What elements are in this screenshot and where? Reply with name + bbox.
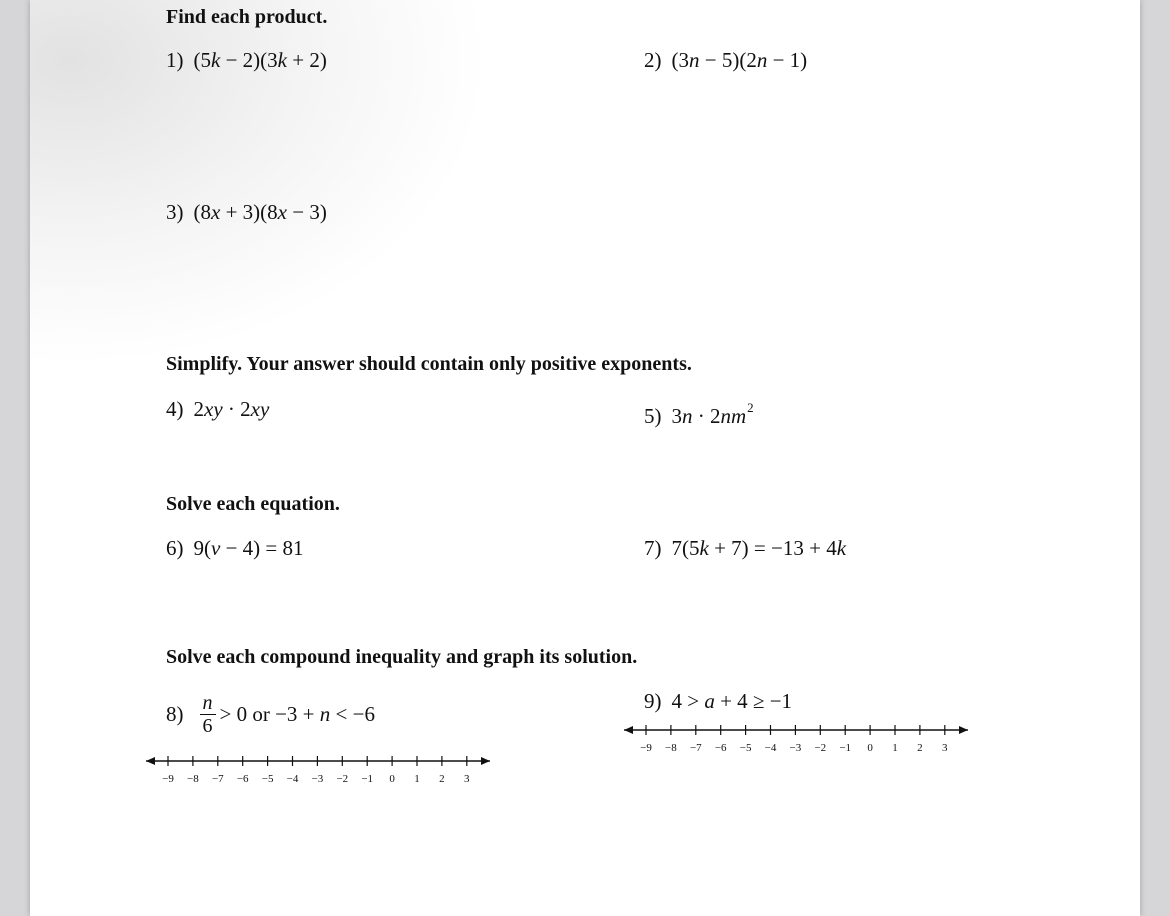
section-heading-equations: Solve each equation. (166, 493, 340, 515)
tick-label: −2 (814, 742, 827, 754)
tick-label: 0 (389, 773, 395, 785)
problem-8: 8) $\frac{n}{6}$ > 0 or −3 + n < −6 (166, 692, 375, 737)
problem-7: 7) 7(5k + 7) = −13 + 4k (644, 536, 847, 560)
tick-label: −6 (714, 742, 727, 754)
section-heading-inequalities: Solve each compound inequality and graph its solution. (166, 646, 638, 668)
problem-6: 6) 9(v − 4) = 81 (166, 536, 304, 560)
left-arrow-icon (624, 726, 633, 734)
tick-label: −5 (739, 742, 752, 754)
tick-label: 1 (414, 773, 420, 785)
number-line-problem-9[interactable] (624, 721, 970, 755)
section-heading-simplify: Simplify. Your answer should contain only positive exponents. (166, 353, 692, 375)
tick-label: 3 (464, 773, 470, 785)
left-arrow-icon (146, 757, 155, 765)
problem-5: 5) $3n \cdot 2nm^2$ (644, 400, 754, 428)
tick-label: −9 (162, 773, 174, 785)
right-arrow-icon (959, 726, 968, 734)
tick-label: −4 (286, 773, 299, 785)
tick-label: 3 (942, 742, 948, 754)
tick-label: −9 (640, 742, 652, 754)
tick-label: 2 (439, 773, 445, 785)
tick-label: −1 (361, 773, 374, 785)
tick-label: −1 (839, 742, 852, 754)
tick-label: 1 (892, 742, 898, 754)
tick-label: −3 (789, 742, 802, 754)
tick-label: 0 (867, 742, 873, 754)
tick-label: −7 (211, 773, 224, 785)
problem-3: 3) (8x + 3)(8x − 3) (166, 200, 327, 224)
problem-9: 9) 4 > a + 4 ≥ −1 (644, 689, 793, 713)
problem-2: 2) (3n − 5)(2n − 1) (644, 48, 808, 72)
right-arrow-icon (481, 757, 490, 765)
tick-label: −6 (236, 773, 249, 785)
tick-label: −4 (764, 742, 777, 754)
tick-label: −5 (261, 773, 274, 785)
fraction: $\frac{n}{6}$ (200, 692, 216, 737)
tick-label: −7 (689, 742, 702, 754)
tick-label: −8 (665, 742, 677, 754)
problem-4: 4) 2xy · 2xy (166, 397, 270, 421)
tick-label: 2 (917, 742, 923, 754)
number-line-problem-8[interactable] (146, 752, 492, 786)
tick-label: −2 (336, 773, 349, 785)
tick-label: −8 (187, 773, 199, 785)
worksheet-page (30, 0, 1140, 916)
problem-1: 1) (5k − 2)(3k + 2) (166, 48, 327, 72)
tick-label: −3 (311, 773, 324, 785)
section-heading-products: Find each product. (166, 6, 328, 28)
